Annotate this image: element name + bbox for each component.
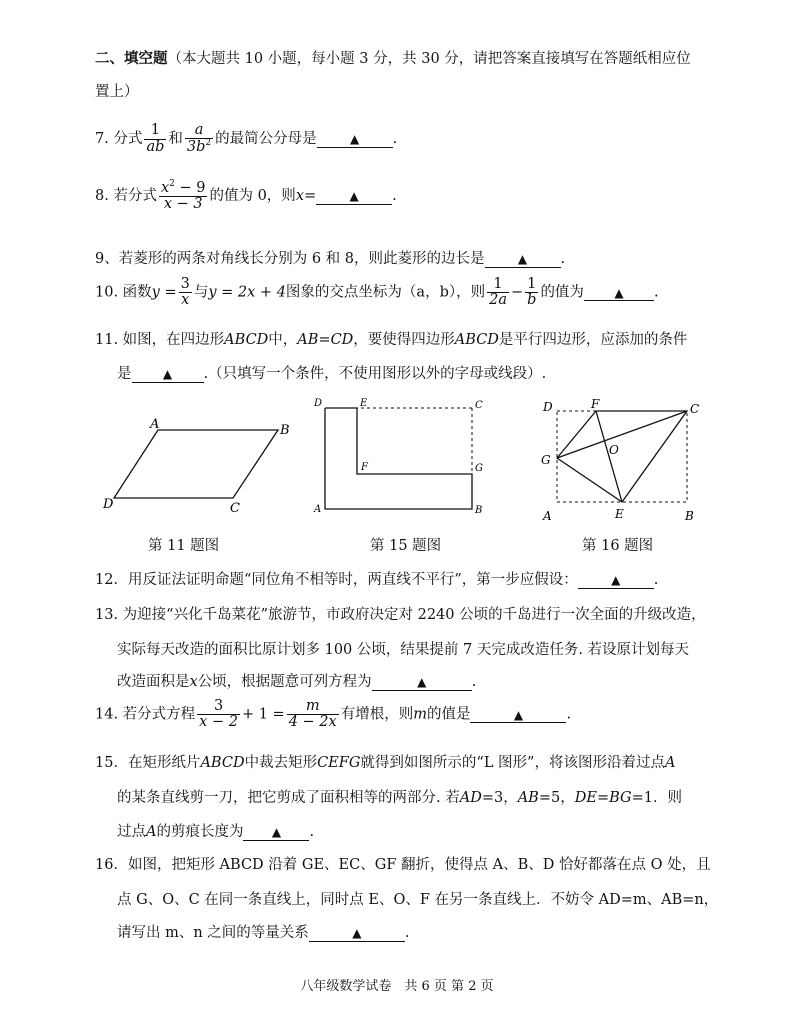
section-title: 二、填空题 bbox=[95, 51, 168, 67]
question-16-line2: 点 G、O、C 在同一条直线上，同时点 E、O、F 在另一条直线上．不妨令 AD=m、AB=n， bbox=[117, 892, 719, 908]
figure-16 bbox=[533, 396, 713, 526]
answer-blank-11[interactable]: ▲ bbox=[132, 367, 204, 383]
dashed-rectangle bbox=[557, 411, 687, 502]
question-15-line3: 过点A的剪痕长度为 ▲ . bbox=[117, 824, 315, 840]
fraction-1-over-ab: $\frac{1}{ab}$ bbox=[146, 122, 165, 155]
svg-text:G: G bbox=[475, 463, 483, 474]
answer-blank-13[interactable]: ▲ bbox=[372, 675, 472, 691]
section-note: （本大题共 10 小题，每小题 3 分，共 30 分，请把答案直接填写在答题纸相应位 bbox=[167, 51, 691, 67]
svg-text:A: A bbox=[314, 504, 322, 515]
question-13-line3: 改造面积是x公顷，根据题意可列方程为 ▲ . bbox=[117, 674, 477, 690]
answer-blank-7[interactable]: ▲ bbox=[317, 132, 393, 148]
label-b: B bbox=[280, 423, 290, 438]
fraction-a-over-3b2: $\frac{a}{3b^2}$ bbox=[186, 122, 212, 156]
section-header bbox=[95, 47, 691, 68]
caption-fig11: 第 11 题图 bbox=[148, 538, 220, 554]
page-footer: 八年级数学试卷 共 6 页 第 2 页 bbox=[300, 979, 494, 994]
label-a: A bbox=[150, 417, 160, 432]
parallelogram-abcd bbox=[114, 430, 278, 498]
fraction-1-over-2a: $\frac{1}{2a}$ bbox=[489, 276, 507, 309]
fraction-x2-9-over-x-3: $\frac{x^2 - 9}{x - 3}$ bbox=[160, 179, 206, 213]
question-11: 11. 如图，在四边形ABCD中，AB=CD，要使得四边形ABCD是平行四边形，应添加的条件 bbox=[95, 332, 688, 348]
svg-text:D: D bbox=[543, 400, 553, 414]
answer-blank-15[interactable]: ▲ bbox=[243, 825, 309, 841]
svg-text:A: A bbox=[543, 509, 552, 523]
question-14: 14. 若分式方程 $\frac{3}{x - 2}$ + 1 = $\frac{m}{4 - 2x}$ 有增根，则m的值是 ▲ . bbox=[95, 698, 572, 731]
question-13: 13. 为迎接“兴化千岛菜花”旅游节，市政府决定对 2240 公顷的千岛进行一次全面的升级改造， bbox=[95, 607, 706, 623]
question-15-line2: 的某条直线剪一刀，把它剪成了面积相等的两部分. 若AD=3，AB=5，DE=BG=1．则 bbox=[117, 790, 682, 806]
svg-text:B: B bbox=[475, 505, 483, 516]
svg-text:E: E bbox=[360, 398, 368, 409]
answer-blank-8[interactable]: ▲ bbox=[316, 189, 392, 205]
folded-quadrilateral bbox=[557, 411, 687, 502]
fraction-3-over-x: $\frac{3}{x}$ bbox=[180, 276, 190, 309]
svg-text:D: D bbox=[314, 398, 323, 409]
answer-blank-9[interactable]: ▲ bbox=[485, 252, 561, 268]
svg-text:F: F bbox=[591, 397, 600, 411]
svg-text:B: B bbox=[685, 509, 694, 523]
svg-text:C: C bbox=[690, 402, 700, 416]
caption-fig15: 第 15 题图 bbox=[370, 538, 442, 554]
question-8: 8. 若分式 $\frac{x^2 - 9}{x - 3}$ 的值为 0，则x= ▲ . bbox=[95, 179, 397, 213]
section-note-cont: 置上） bbox=[95, 84, 139, 100]
answer-blank-10[interactable]: ▲ bbox=[584, 286, 654, 302]
svg-text:G: G bbox=[541, 453, 551, 467]
question-12: 12．用反证法证明命题“同位角不相等时，两直线不平行”，第一步应假设： ▲ . bbox=[95, 572, 659, 588]
question-7: 7. 分式 $\frac{1}{ab}$ 和 $\frac{a}{3b^2}$ 的最简公分母是 ▲ . bbox=[95, 122, 398, 156]
figure-15 bbox=[310, 396, 500, 521]
question-10: 10. 函数y = $\frac{3}{x}$ 与y = 2x + 4图象的交点坐标为（a，b），则 $\frac{1}{2a}$ − $\frac{1}{b}$ 的值为 ▲ . bbox=[95, 276, 659, 309]
svg-text:O: O bbox=[609, 443, 619, 457]
answer-blank-12[interactable]: ▲ bbox=[578, 573, 654, 589]
question-13-line2: 实际每天改造的面积比原计划多 100 公顷，结果提前 7 天完成改造任务. 若设原计划每天 bbox=[117, 642, 690, 658]
fraction-m-over-4-2x: $\frac{m}{4 - 2x}$ bbox=[288, 698, 337, 731]
svg-text:C: C bbox=[475, 400, 483, 411]
svg-text:E: E bbox=[615, 507, 624, 521]
question-9: 9、若菱形的两条对角线长分别为 6 和 8，则此菱形的边长是 ▲ . bbox=[95, 251, 566, 267]
answer-blank-14[interactable]: ▲ bbox=[470, 708, 566, 724]
svg-text:F: F bbox=[361, 462, 368, 473]
question-16: 16．如图，把矩形 ABCD 沿着 GE、EC、GF 翻折，使得点 A、B、D 恰好都落在点 O 处，且 bbox=[95, 857, 711, 873]
fraction-1-over-b: $\frac{1}{b}$ bbox=[527, 276, 537, 309]
question-15: 15．在矩形纸片ABCD中裁去矩形CEFG就得到如图所示的“L 图形”，将该图形沿着过点A bbox=[95, 755, 676, 771]
fraction-3-over-x-2: $\frac{3}{x - 2}$ bbox=[199, 698, 238, 731]
figure-11 bbox=[100, 412, 300, 522]
label-c: C bbox=[230, 501, 240, 516]
label-d: D bbox=[103, 497, 114, 512]
question-16-line3: 请写出 m、n 之间的等量关系 ▲ . bbox=[117, 925, 410, 941]
caption-fig16: 第 16 题图 bbox=[582, 538, 654, 554]
l-shape bbox=[325, 408, 472, 509]
answer-blank-16[interactable]: ▲ bbox=[309, 926, 405, 942]
question-11-cont: 是 ▲ .（只填写一个条件，不使用图形以外的字母或线段）. bbox=[117, 366, 547, 382]
